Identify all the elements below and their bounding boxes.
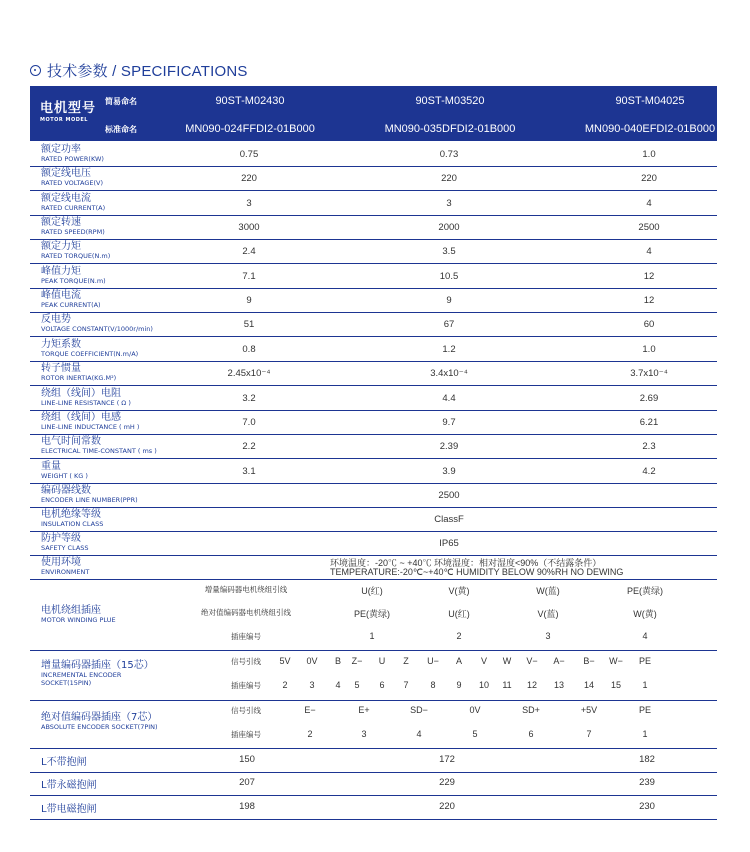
signal-lead-label: 信号引线 bbox=[231, 657, 261, 666]
spec-row bbox=[30, 166, 717, 191]
spec-row bbox=[30, 288, 717, 313]
row-label-en: VOLTAGE CONSTANT(V/1000r/min) bbox=[41, 325, 153, 333]
model-standard-name: MN090-035DFDI2-01B000 bbox=[384, 123, 516, 135]
cell-value: 3 bbox=[446, 198, 452, 209]
row-label-zh: 使用环境 bbox=[41, 557, 81, 568]
cell-value: 4 bbox=[646, 198, 652, 209]
row-label-en: RATED POWER(KW) bbox=[41, 155, 104, 163]
pin-value: 11 bbox=[502, 680, 512, 690]
row-label-zh: 重量 bbox=[41, 461, 61, 472]
cell-value: 3.5 bbox=[442, 246, 456, 257]
row-label-en: RATED TORQUE(N.m) bbox=[41, 252, 111, 260]
row-label bbox=[41, 412, 139, 431]
signal-lead-label: 信号引线 bbox=[231, 706, 261, 715]
row-label-zh: 额定功率 bbox=[41, 144, 81, 155]
cell-value: 67 bbox=[443, 319, 455, 330]
pin-value: 4 bbox=[335, 680, 341, 690]
row-label bbox=[41, 660, 154, 687]
cell-value: 9 bbox=[246, 295, 252, 306]
row-label bbox=[41, 509, 103, 528]
row-label-en: ENVIRONMENT bbox=[41, 568, 90, 576]
row-label-zh: 电机绝缘等级 bbox=[41, 509, 101, 520]
cell-value: 2000 bbox=[438, 222, 460, 233]
pin-value: 5 bbox=[354, 680, 360, 690]
signal-value: V bbox=[480, 656, 488, 666]
signal-value: A− bbox=[553, 656, 565, 666]
cell-value: 3.4x10⁻⁴ bbox=[430, 368, 468, 379]
environment-line-en: TEMPERATURE:-20℃~+40℃ HUMIDITY BELOW 90%RH NO DEWING bbox=[330, 567, 624, 577]
row-label-zh: 绕组（线间）电阻 bbox=[41, 388, 121, 399]
row-label bbox=[41, 193, 105, 212]
row-label-en: MOTOR WINDING PLUE bbox=[41, 615, 116, 624]
cell-value: 1.0 bbox=[642, 149, 656, 160]
row-label-zh: 电气时间常数 bbox=[41, 436, 101, 447]
length-value: 198 bbox=[239, 801, 255, 812]
cell-value: 7.0 bbox=[242, 417, 256, 428]
row-label-en: TORQUE COEFFICIENT(N.m/A) bbox=[41, 350, 139, 358]
common-value: IP65 bbox=[439, 538, 459, 549]
cell-value: 60 bbox=[643, 319, 655, 330]
cell-value: 4.4 bbox=[442, 393, 456, 404]
signal-value: W− bbox=[609, 656, 623, 666]
row-label-zh: 额定力矩 bbox=[41, 241, 81, 252]
pin-value: 9 bbox=[456, 680, 462, 690]
cell-value: 2.4 bbox=[242, 246, 256, 257]
model-standard-name: MN090-040EFDI2-01B000 bbox=[584, 123, 716, 135]
model-short-name: 90ST-M04025 bbox=[615, 95, 685, 107]
row-label bbox=[41, 290, 101, 309]
spec-row bbox=[30, 434, 717, 459]
winding-value: V(黄) bbox=[448, 586, 470, 596]
cell-value: 3.2 bbox=[242, 393, 256, 404]
row-label-en: ABSOLUTE ENCODER SOCKET(7PIN) bbox=[41, 723, 158, 731]
cell-value: 2.2 bbox=[242, 441, 256, 452]
cell-value: 3.7x10⁻⁴ bbox=[630, 368, 668, 379]
model-short-name: 90ST-M03520 bbox=[415, 95, 485, 107]
winding-value: W(黄) bbox=[633, 609, 657, 619]
motor-model-label-en: MOTOR MODEL bbox=[40, 117, 88, 123]
cell-value: 2500 bbox=[638, 222, 660, 233]
row-label-en: SAFETY CLASS bbox=[41, 544, 89, 552]
common-value: ClassF bbox=[434, 514, 464, 525]
spec-row bbox=[30, 191, 717, 216]
section-title-text: 技术参数 / SPECIFICATIONS bbox=[47, 62, 248, 80]
row-label-zh: 防护等级 bbox=[41, 533, 81, 544]
signal-value: W bbox=[502, 656, 512, 666]
signal-value: 5V bbox=[279, 656, 291, 666]
pin-value: 2 bbox=[282, 680, 288, 690]
spec-row bbox=[30, 337, 717, 362]
pin-value: 3 bbox=[309, 680, 315, 690]
spec-row bbox=[30, 410, 717, 435]
pin-value: 5 bbox=[472, 729, 478, 739]
winding-sub-label: 增量编码器电机绕组引线 bbox=[204, 585, 288, 594]
pin-value: 7 bbox=[403, 680, 409, 690]
row-label-en: SOCKET(15PIN) bbox=[41, 679, 92, 687]
spec-row bbox=[30, 507, 717, 532]
length-label: L带电磁抱闸 bbox=[41, 804, 97, 815]
pin-value: 12 bbox=[526, 680, 538, 690]
row-label-en: ENCODER LINE NUMBER(PPR) bbox=[41, 496, 138, 504]
cell-value: 3.9 bbox=[442, 466, 456, 477]
row-label bbox=[41, 461, 88, 480]
length-value: 239 bbox=[639, 777, 655, 788]
model-standard-name: MN090-024FFDI2-01B000 bbox=[185, 123, 315, 135]
row-label-zh: 转子惯量 bbox=[41, 363, 81, 374]
cell-value: 220 bbox=[441, 173, 457, 184]
pin-value: 10 bbox=[478, 680, 490, 690]
row-label bbox=[41, 168, 103, 187]
pin-value: 6 bbox=[528, 729, 534, 739]
row-label-zh: 力矩系数 bbox=[41, 339, 81, 350]
winding-value: 4 bbox=[642, 631, 648, 641]
length-label: L不带抱闸 bbox=[41, 757, 87, 768]
row-label-zh: 电机绕组插座 bbox=[41, 604, 101, 616]
pin-value: 14 bbox=[583, 680, 595, 690]
signal-value: Z− bbox=[351, 656, 363, 666]
row-label bbox=[41, 266, 106, 285]
signal-value: PE bbox=[638, 656, 652, 666]
row-label-en: LINE-LINE INDUCTANCE ( mH ) bbox=[41, 423, 140, 431]
section-title bbox=[30, 60, 248, 80]
standard-name-label: 标准命名 bbox=[105, 125, 137, 134]
cell-value: 3000 bbox=[238, 222, 260, 233]
cell-value: 4.2 bbox=[642, 466, 656, 477]
pin-value: 15 bbox=[610, 680, 622, 690]
row-label-en: RATED SPEED(RPM) bbox=[41, 228, 105, 236]
cell-value: 7.1 bbox=[242, 271, 256, 282]
length-value: 182 bbox=[639, 754, 655, 765]
row-label-zh: 额定转速 bbox=[41, 217, 81, 228]
cell-value: 51 bbox=[243, 319, 255, 330]
pin-value: 4 bbox=[416, 729, 422, 739]
pin-value: 3 bbox=[361, 729, 367, 739]
row-label-zh: 绕组（线间）电感 bbox=[41, 412, 121, 423]
signal-value: 0V bbox=[306, 656, 318, 666]
motor-model-label: 电机型号 bbox=[40, 101, 97, 116]
row-label-zh: 增量编码器插座（15芯） bbox=[41, 660, 154, 671]
pin-value: 6 bbox=[379, 680, 385, 690]
cell-value: 2.45x10⁻⁴ bbox=[227, 368, 271, 379]
signal-value: +5V bbox=[580, 705, 598, 715]
cell-value: 0.75 bbox=[239, 149, 259, 160]
row-label bbox=[41, 605, 116, 624]
signal-value: 0V bbox=[469, 705, 481, 715]
signal-value: E− bbox=[304, 705, 316, 715]
row-label bbox=[41, 144, 104, 163]
spec-row bbox=[30, 531, 717, 556]
winding-sub-label: 绝对值编码器电机绕组引线 bbox=[201, 608, 291, 617]
cell-value: 6.21 bbox=[639, 417, 659, 428]
common-value: 2500 bbox=[438, 490, 460, 501]
winding-value: 3 bbox=[545, 631, 551, 641]
cell-value: 220 bbox=[641, 173, 657, 184]
pin-value: 1 bbox=[642, 680, 648, 690]
absolute-encoder-row bbox=[30, 700, 717, 749]
row-label bbox=[41, 339, 138, 358]
winding-value: 2 bbox=[456, 631, 462, 641]
cell-value: 220 bbox=[241, 173, 257, 184]
cell-value: 9 bbox=[446, 295, 452, 306]
spec-row bbox=[30, 483, 717, 508]
signal-value: U bbox=[378, 656, 386, 666]
cell-value: 2.69 bbox=[639, 393, 659, 404]
winding-value: 1 bbox=[369, 631, 375, 641]
length-row bbox=[30, 771, 717, 796]
row-label-en: RATED VOLTAGE(V) bbox=[41, 179, 103, 187]
socket-number-label: 插座编号 bbox=[231, 681, 261, 690]
signal-value: SD+ bbox=[522, 705, 540, 715]
row-label-zh: 额定线电压 bbox=[41, 168, 91, 179]
winding-value: U(红) bbox=[448, 609, 470, 619]
spec-row bbox=[30, 142, 717, 167]
row-label-zh: 峰值力矩 bbox=[41, 266, 81, 277]
pin-value: 1 bbox=[642, 729, 648, 739]
length-row bbox=[30, 748, 717, 773]
row-label bbox=[41, 436, 157, 455]
cell-value: 4 bbox=[646, 246, 652, 257]
cell-value: 12 bbox=[643, 271, 655, 282]
cell-value: 10.5 bbox=[439, 271, 459, 282]
row-label bbox=[41, 533, 89, 552]
length-row bbox=[30, 795, 717, 820]
spec-row bbox=[30, 386, 717, 411]
row-label-en: ELECTRICAL TIME-CONSTANT ( ms ) bbox=[41, 447, 157, 455]
model-short-name: 90ST-M02430 bbox=[215, 95, 285, 107]
length-value: 220 bbox=[439, 801, 455, 812]
length-label: L带永磁抱闸 bbox=[41, 780, 97, 791]
row-label bbox=[41, 557, 89, 576]
cell-value: 3.1 bbox=[242, 466, 256, 477]
signal-value: B− bbox=[583, 656, 595, 666]
row-label-en: LINE-LINE RESISTANCE ( Ω ) bbox=[41, 399, 131, 407]
row-label-zh: 编码器线数 bbox=[41, 485, 91, 496]
winding-value: U(红) bbox=[361, 586, 383, 596]
row-label bbox=[41, 388, 131, 407]
signal-value: SD− bbox=[410, 705, 428, 715]
row-label-en: WEIGHT ( KG ) bbox=[41, 472, 88, 480]
length-value: 150 bbox=[239, 754, 255, 765]
cell-value: 3 bbox=[246, 198, 252, 209]
winding-value: PE(黄绿) bbox=[353, 609, 391, 619]
winding-row bbox=[30, 579, 717, 651]
spec-row bbox=[30, 312, 717, 337]
cell-value: 1.0 bbox=[642, 344, 656, 355]
short-name-label: 简易命名 bbox=[105, 97, 137, 106]
row-label bbox=[41, 217, 105, 236]
row-label-zh: 额定线电流 bbox=[41, 193, 91, 204]
signal-value: V− bbox=[526, 656, 538, 666]
cell-value: 1.2 bbox=[442, 344, 456, 355]
length-value: 230 bbox=[639, 801, 655, 812]
spec-row bbox=[30, 361, 717, 386]
signal-value: E+ bbox=[358, 705, 370, 715]
row-label-en: RATED CURRENT(A) bbox=[41, 204, 106, 212]
cell-value: 9.7 bbox=[442, 417, 456, 428]
row-label-en: INCREMENTAL ENCODER bbox=[41, 671, 122, 679]
row-label bbox=[41, 314, 153, 333]
row-label-en: PEAK TORQUE(N.m) bbox=[41, 277, 106, 285]
signal-value: PE bbox=[638, 705, 652, 715]
row-label-zh: 峰值电流 bbox=[41, 290, 81, 301]
spec-row bbox=[30, 264, 717, 289]
environment-row bbox=[30, 555, 717, 580]
row-label bbox=[41, 485, 138, 504]
length-value: 172 bbox=[439, 754, 455, 765]
spec-row bbox=[30, 215, 717, 240]
cell-value: 2.39 bbox=[439, 441, 459, 452]
row-label-zh: 绝对值编码器插座（7芯） bbox=[41, 712, 158, 723]
pin-value: 7 bbox=[586, 729, 592, 739]
winding-sub-label: 插座编号 bbox=[231, 632, 261, 641]
pin-value: 8 bbox=[430, 680, 436, 690]
row-label bbox=[41, 241, 110, 260]
signal-value: B bbox=[334, 656, 342, 666]
row-label-en: INSULATION CLASS bbox=[41, 520, 104, 528]
row-label bbox=[41, 363, 116, 382]
circle-dot-icon bbox=[30, 65, 41, 76]
pin-value: 2 bbox=[307, 729, 313, 739]
signal-value: A bbox=[455, 656, 463, 666]
winding-value: V(蓝) bbox=[537, 609, 559, 619]
row-label-zh: 反电势 bbox=[41, 314, 71, 325]
cell-value: 0.8 bbox=[242, 344, 256, 355]
cell-value: 0.73 bbox=[439, 149, 459, 160]
pin-value: 13 bbox=[553, 680, 565, 690]
row-label-en: ROTOR INERTIA(KG.M²) bbox=[41, 374, 117, 382]
signal-value: Z bbox=[403, 656, 409, 666]
cell-value: 12 bbox=[643, 295, 655, 306]
table-header bbox=[30, 86, 717, 141]
winding-value: PE(黄绿) bbox=[626, 586, 664, 596]
spec-row bbox=[30, 459, 717, 484]
winding-value: W(蓝) bbox=[536, 586, 560, 596]
cell-value: 2.3 bbox=[642, 441, 656, 452]
length-value: 207 bbox=[239, 777, 255, 788]
socket-number-label: 插座编号 bbox=[231, 730, 261, 739]
length-value: 229 bbox=[439, 777, 455, 788]
incremental-encoder-row bbox=[30, 650, 717, 701]
signal-value: U− bbox=[427, 656, 439, 666]
spec-row bbox=[30, 239, 717, 264]
row-label-en: PEAK CURRENT(A) bbox=[41, 301, 101, 309]
environment-line-zh: 环境温度：-20℃ ~ +40℃ 环境湿度：相对湿度<90%（不结露条件） bbox=[330, 558, 602, 568]
row-label bbox=[41, 712, 158, 731]
